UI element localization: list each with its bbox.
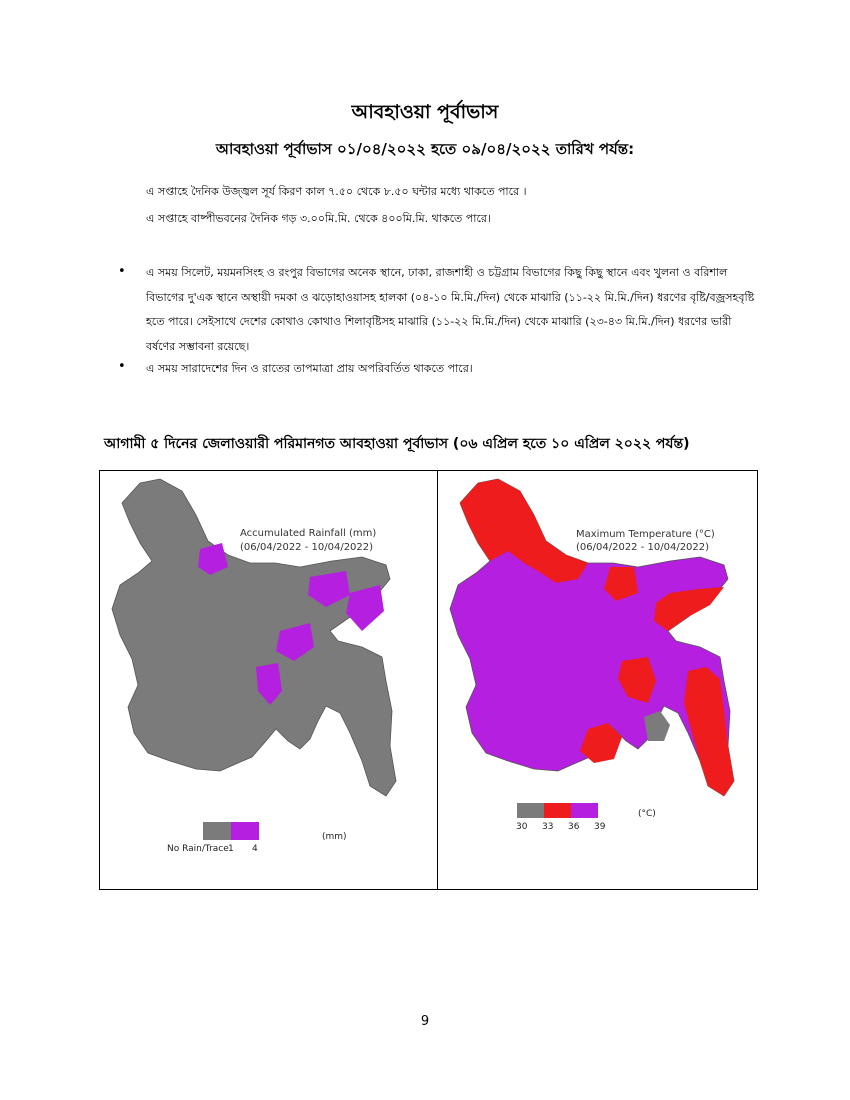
rainfall-legend-unit: (mm)	[322, 832, 347, 842]
rainfall-map-title: Accumulated Rainfall (mm)	[240, 528, 377, 539]
evaporation-line: এ সপ্তাহে বাষ্পীভবনের দৈনিক গড় ৩.০০মি.মি. থেকে ৪০০মি.মি. থাকতে পারে।	[146, 212, 491, 225]
temp-legend-label: 36	[568, 822, 580, 832]
rainfall-legend-label: No Rain/Trace	[167, 844, 229, 854]
page-number: 9	[420, 1014, 430, 1029]
maps-section-title: আগামী ৫ দিনের জেলাওয়ারী পরিমানগত আবহাওয়া পূর্বাভাস (০৬ এপ্রিল হতে ১০ এপ্রিল ২০২২ পর্যন্ত)	[104, 436, 690, 452]
country-shape	[112, 479, 396, 796]
rainfall-legend-label: 4	[252, 844, 258, 854]
temperature-map-period: (06/04/2022 - 10/04/2022)	[576, 542, 710, 553]
temperature-map-title: Maximum Temperature (°C)	[576, 529, 715, 540]
rainfall-legend-label: 1	[228, 844, 234, 854]
temp-legend-swatch-36	[571, 803, 598, 818]
document-subtitle: আবহাওয়া পূর্বাভাস ০১/০৪/২০২২ হতে ০৯/০৪/২০২২ তারিখ পর্যন্ত:	[215, 140, 635, 158]
rainfall-forecast-bullet: এ সময় সিলেট, ময়মনসিংহ ও রংপুর বিভাগের অনেক স্থানে, ঢাকা, রাজশাহী ও চট্টগ্রাম বিভাগের কিছু কিছু স্থানে এবং খুলনা ও বরিশাল বিভাগের দু'এক স্থানে অস্থায়ী দমকা ও ঝড়োহাওয়াসহ হালকা (০৪-১০ মি.মি./দিন) থেকে মাঝারি (১১-২২ মি.মি./দিন) ধরণের বৃষ্টি/বজ্রসহবৃষ্টি হতে পারে। সেইসাথে দেশের কোথাও কোথাও শিলাবৃষ্টিসহ মাঝারি (১১-২২ মি.মি./দিন) থেকে মাঝারি (২৩-৪৩ মি.মি./দিন) ধরণের ভারী বর্ষণের সম্ভাবনা রয়েছে।	[146, 266, 755, 353]
temp-legend-swatch-33	[544, 803, 571, 818]
temperature-forecast-bullet: এ সময় সারাদেশের দিন ও রাতের তাপমাত্রা প্রায় অপরিবর্তিত থাকতে পারে।	[146, 362, 473, 375]
document-title: আবহাওয়া পূর্বাভাস	[351, 101, 499, 123]
rainfall-legend-swatch-high	[231, 822, 259, 840]
rainfall-map-period: (06/04/2022 - 10/04/2022)	[240, 542, 374, 553]
bullet-marker: •	[118, 264, 126, 279]
temp-legend-label: 33	[542, 822, 554, 832]
rainfall-legend-swatch-low	[203, 822, 231, 840]
temp-legend-swatch-30	[517, 803, 544, 818]
temp-legend-label: 30	[516, 822, 528, 832]
temp-legend-unit: (°C)	[638, 809, 656, 819]
rainfall-map-panel	[100, 471, 437, 889]
bullet-marker: •	[118, 359, 126, 374]
sunshine-line: এ সপ্তাহে দৈনিক উজ্জ্বল সূর্য কিরণ কাল ৭.৫০ থেকে ৮.৫০ ঘন্টার মধ্যে থাকতে পারে ।	[146, 185, 527, 198]
temp-legend-label: 39	[594, 822, 606, 832]
temperature-map-panel	[438, 471, 756, 889]
